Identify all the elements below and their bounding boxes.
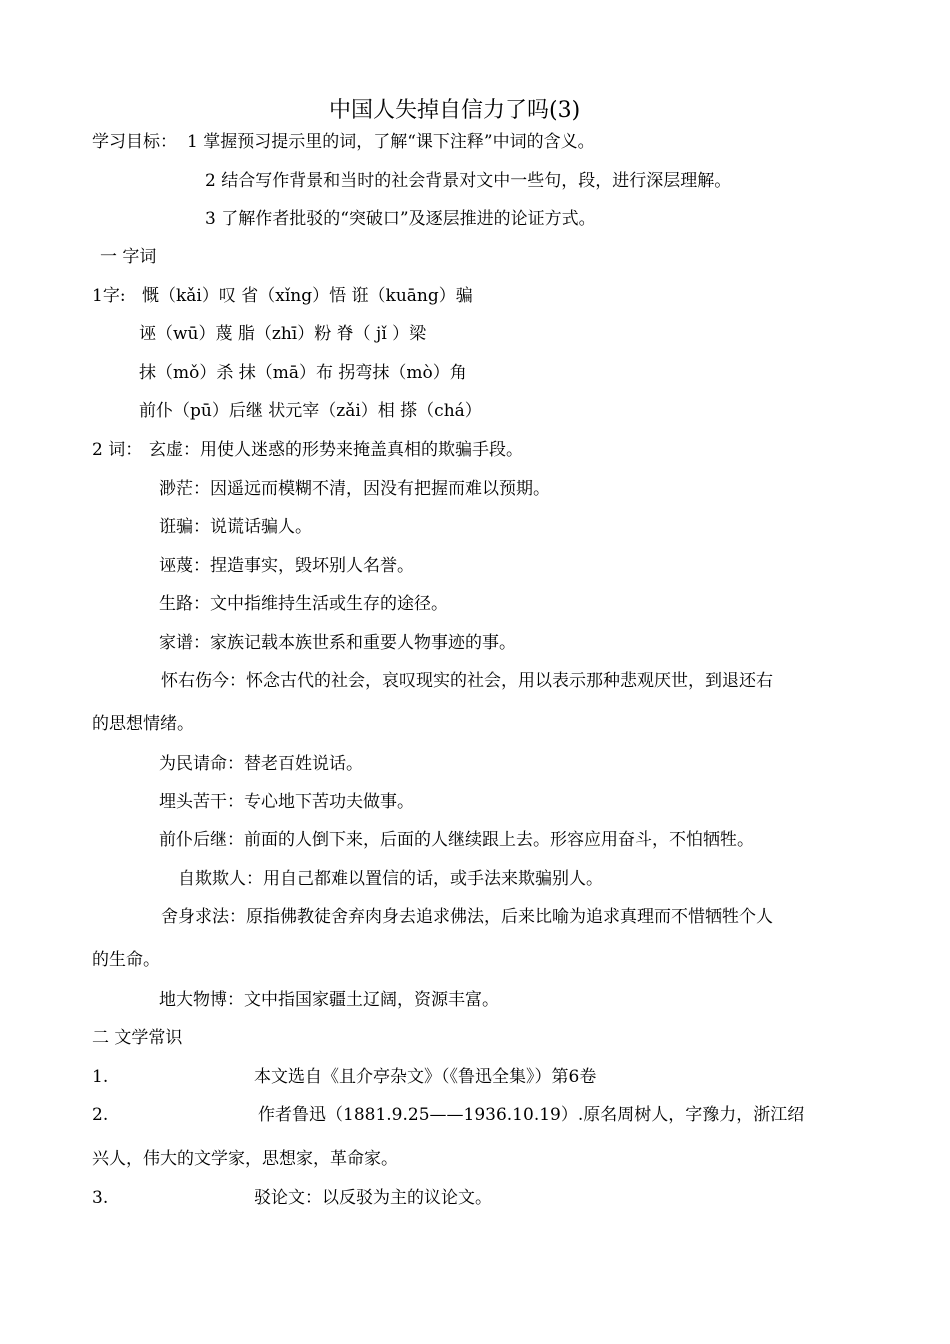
objectives-label: 学习目标： (92, 132, 177, 152)
objective-item: 1 掌握预习提示里的词，了解“课下注释”中词的含义。 (187, 132, 595, 152)
word-entry: 怀右伤今：怀念古代的社会，哀叹现实的社会，用以表示那种悲观厌世，到退还右 (161, 671, 773, 691)
chars-label: 1字: (92, 286, 126, 306)
word-entry: 玄虚：用使人迷惑的形势来掩盖真相的欺骗手段。 (149, 440, 523, 460)
word-entry: 地大物博：文中指国家疆土辽阔，资源丰富。 (159, 990, 499, 1010)
word-entry: 渺茫：因遥远而模糊不清，因没有把握而难以预期。 (159, 479, 550, 499)
word-entry: 为民请命：替老百姓说话。 (159, 754, 363, 774)
words-label: 2 词： (92, 440, 143, 460)
word-entry: 诳骗：说谎话骗人。 (159, 517, 312, 537)
document-title: 中国人失掉自信力了吗(3) (329, 98, 581, 123)
word-entry: 舍身求法：原指佛教徒舍弃肉身去追求佛法，后来比喻为追求真理而不惜牺牲个人 (161, 907, 773, 927)
word-entry: 诬蔑：捏造事实，毁坏别人名誉。 (159, 556, 414, 576)
literature-item-text: 本文选自《且介亭杂文》（《鲁迅全集》）第6卷 (254, 1067, 597, 1087)
char-row: 抹（mǒ）杀 抹（mā）布 拐弯抹（mò）角 (139, 363, 467, 383)
char-row: 诬（wū）蔑 脂（zhī）粉 脊（ jǐ ）梁 (139, 324, 427, 344)
literature-item-continuation: 兴人，伟大的文学家，思想家，革命家。 (92, 1149, 398, 1169)
word-entry: 自欺欺人：用自己都难以置信的话，或手法来欺骗别人。 (178, 869, 603, 889)
word-entry: 前仆后继：前面的人倒下来，后面的人继续跟上去。形容应用奋斗，不怕牺牲。 (159, 830, 754, 850)
literature-item-number: 2. (92, 1105, 109, 1125)
literature-item-number: 1. (92, 1067, 109, 1087)
literature-item-number: 3. (92, 1188, 109, 1208)
section-heading: 一 字词 (100, 247, 157, 267)
objective-item: 2 结合写作背景和当时的社会背景对文中一些句，段，进行深层理解。 (205, 171, 732, 191)
char-row: 前仆（pū）后继 状元宰（zǎi）相 搽（chá） (139, 401, 482, 421)
word-entry: 家谱：家族记载本族世系和重要人物事迹的事。 (159, 633, 516, 653)
section-heading: 二 文学常识 (92, 1028, 183, 1048)
word-entry: 生路：文中指维持生活或生存的途径。 (159, 594, 448, 614)
objective-item: 3 了解作者批驳的“突破口”及逐层推进的论证方式。 (205, 209, 596, 229)
word-entry: 埋头苦干：专心地下苦功夫做事。 (159, 792, 414, 812)
word-entry-continuation: 的思想情绪。 (92, 714, 194, 734)
char-row: 慨（kǎi）叹 省（xǐng）悟 诳（kuāng）骗 (142, 286, 473, 306)
literature-item-text: 作者鲁迅（1881.9.25——1936.10.19）.原名周树人，字豫力，浙江绍 (258, 1105, 805, 1125)
literature-item-text: 驳论文：以反驳为主的议论文。 (254, 1188, 492, 1208)
word-entry-continuation: 的生命。 (92, 950, 160, 970)
